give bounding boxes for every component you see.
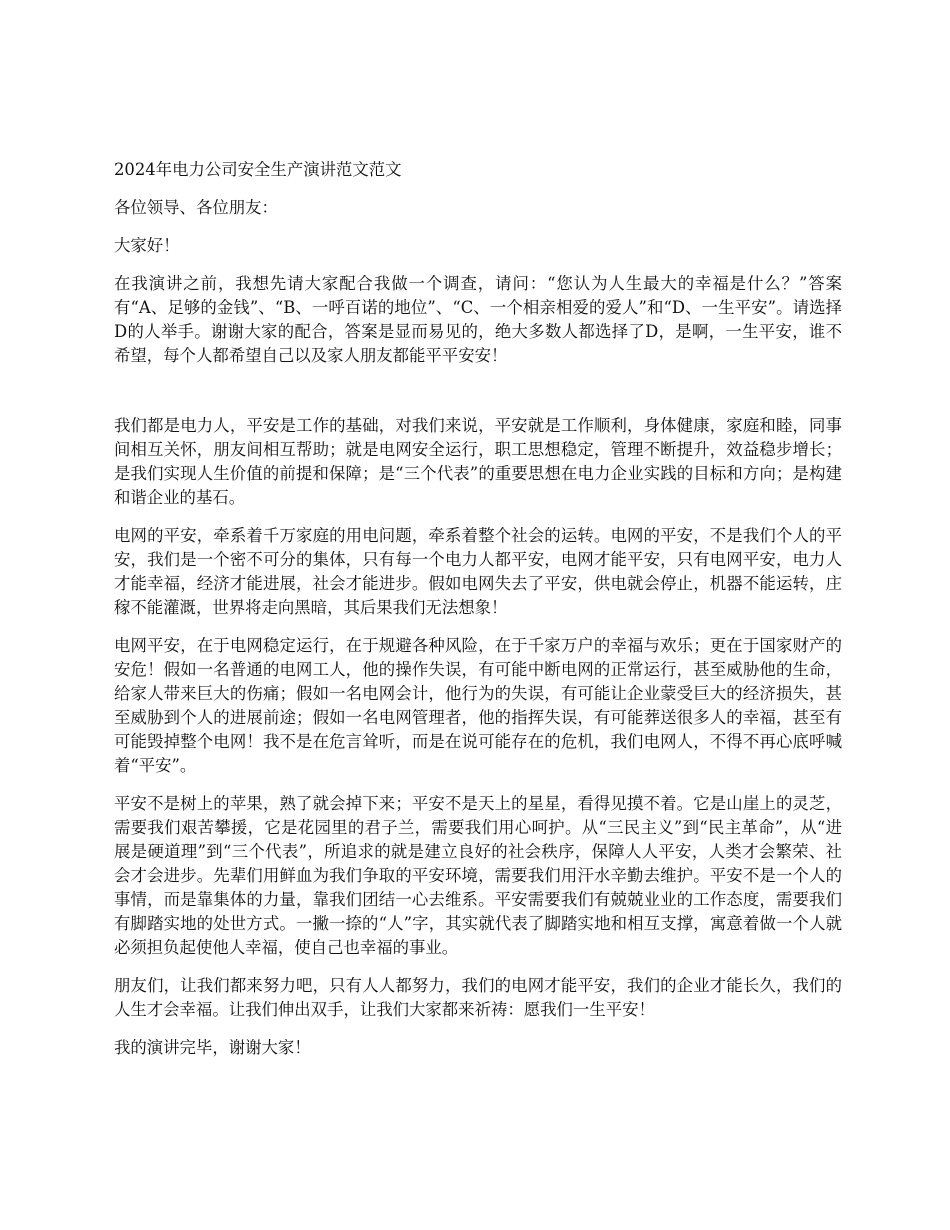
paragraph-call-to-action: 朋友们，让我们都来努力吧，只有人人都努力，我们的电网才能平安，我们的企业才能长久，我们的人生才会幸福。让我们伸出双手，让我们大家都来祈祷：愿我们一生平安！ [114,976,842,1019]
greeting: 大家好！ [114,236,180,255]
paragraph-closing: 我的演讲完毕，谢谢大家！ [114,1038,311,1057]
salutation: 各位领导、各位朋友： [114,198,278,217]
paragraph-power-people: 我们都是电力人，平安是工作的基础，对我们来说，平安就是工作顺利，身体健康，家庭和睦，同事间相互关怀，朋友间相互帮助；就是电网安全运行，职工思想稳定，管理不断提升，效益稳步增长；是我们实现人生价值的前提和保障；是“三个代表”的重要思想在电力企业实践的目标和方向；是构建和谐企业的基石。 [114,416,842,507]
document-title: 2024年电力公司安全生产演讲范文范文 [114,160,402,179]
document-body [114,158,842,1074]
paragraph-grid-safety: 电网的平安，牵系着千万家庭的用电问题，牵系着整个社会的运转。电网的平安，不是我们个人的平安，我们是一个密不可分的集体，只有每一个电力人都平安，电网才能平安，只有电网平安，电力人才能幸福，经济才能进展，社会才能进步。假如电网失去了平安，供电就会停止，机器不能运转，庄稼不能灌溉，世界将走向黑暗，其后果我们无法想象！ [114,526,842,617]
paragraph-grid-stability: 电网平安，在于电网稳定运行，在于规避各种风险，在于千家万户的幸福与欢乐；更在于国家财产的安危！假如一名普通的电网工人，他的操作失误，有可能中断电网的正常运行，甚至威胁他的生命，给家人带来巨大的伤痛；假如一名电网会计，他行为的失误，有可能让企业蒙受巨大的经济损失，甚至威胁到个人的进展前途；假如一名电网管理者，他的指挥失误，有可能葬送很多人的幸福，甚至有可能毁掉整个电网！我不是在危言耸听，而是在说可能存在的危机，我们电网人，不得不再心底呼喊着“平安”。 [114,636,842,775]
paragraph-survey: 在我演讲之前，我想先请大家配合我做一个调查，请问：“您认为人生最大的幸福是什么？”答案有“A、足够的金钱”、“B、一呼百诺的地位”、“C、一个相亲相爱的爱人”和“D、一生平安”。请选择D的人举手。谢谢大家的配合，答案是显而易见的，绝大多数人都选择了D，是啊，一生平安，谁不希望，每个人都希望自己以及家人朋友都能平平安安！ [114,274,842,365]
paragraph-safety-metaphor: 平安不是树上的苹果，熟了就会掉下来；平安不是天上的星星，看得见摸不着。它是山崖上的灵芝，需要我们艰苦攀援，它是花园里的君子兰，需要我们用心呵护。从“三民主义”到“民主革命”，从“进展是硬道理”到“三个代表”，所追求的就是建立良好的社会秩序，保障人人平安，人类才会繁荣、社会才会进步。先辈们用鲜血为我们争取的平安环境，需要我们用汗水辛勤去维护。平安不是一个人的事情，而是靠集体的力量，靠我们团结一心去维系。平安需要我们有兢兢业业的工作态度，需要我们有脚踏实地的处世方式。一撇一捺的“人”字，其实就代表了脚踏实地和相互支撑，寓意着做一个人就必须担负起使他人幸福，使自己也幸福的事业。 [114,794,842,957]
